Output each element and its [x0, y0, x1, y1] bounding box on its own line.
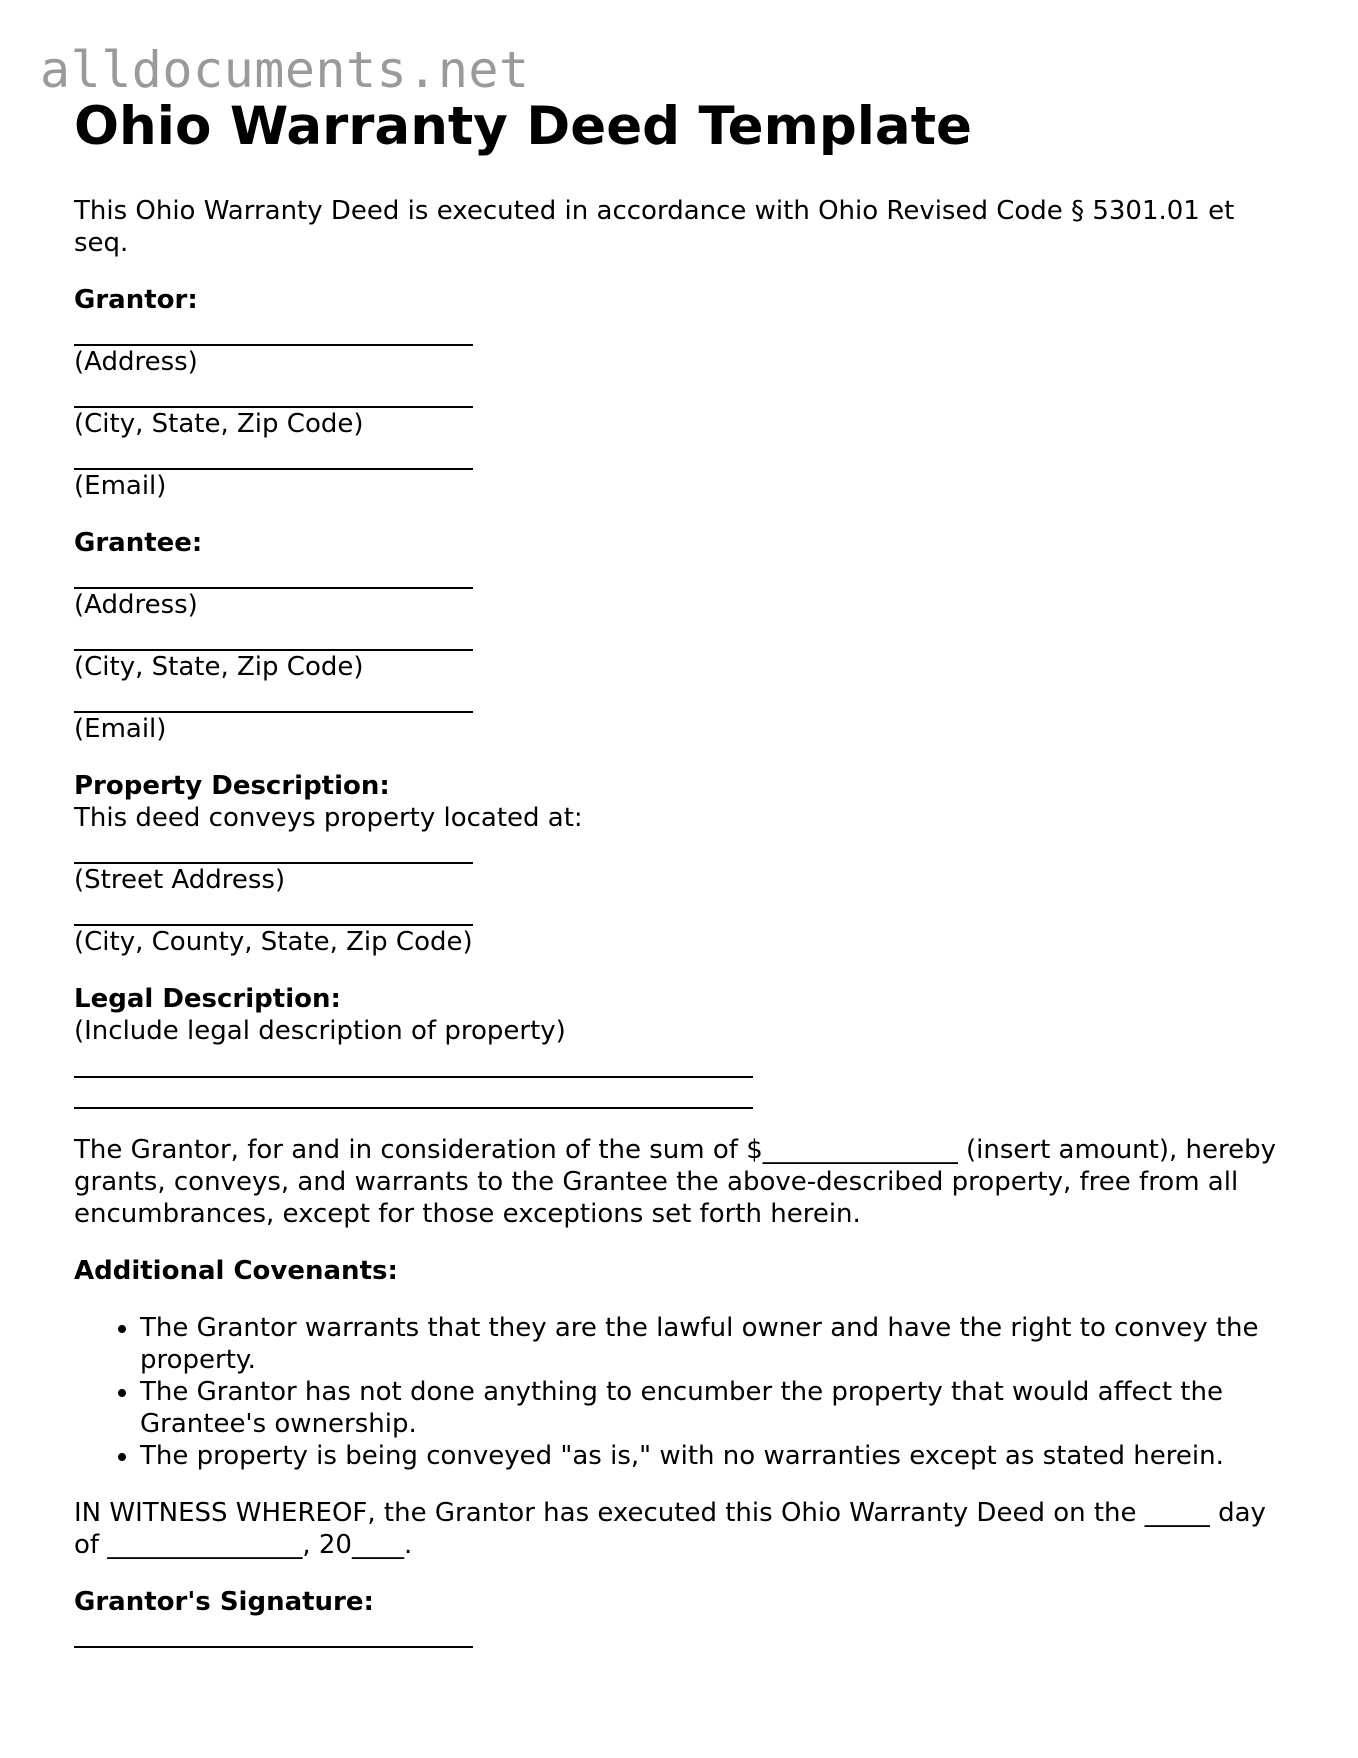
witness-paragraph: IN WITNESS WHEREOF, the Grantor has executed this Ohio Warranty Deed on the _____ day of _______________, 20____.: [74, 1498, 1266, 1560]
grantee-address-line[interactable]: [74, 559, 473, 589]
list-item: • The Grantor has not done anything to encumber the property that would affect the Grantee's ownership.: [140, 1376, 1284, 1440]
grantee-email-caption: (Email): [74, 714, 167, 744]
property-heading: Property Description:: [74, 771, 390, 801]
property-street-caption: (Street Address): [74, 865, 286, 895]
grantee-city-caption: (City, State, Zip Code): [74, 652, 364, 682]
grantor-email-caption: (Email): [74, 471, 167, 501]
legal-description-line-1[interactable]: [74, 1047, 753, 1078]
page-title: Ohio Warranty Deed Template: [74, 96, 972, 157]
document-body: [74, 95, 1284, 1648]
property-city-line[interactable]: [74, 896, 473, 926]
property-street-line[interactable]: [74, 834, 473, 864]
intro-paragraph: This Ohio Warranty Deed is executed in accordance with Ohio Revised Code § 5301.01 et seq.: [74, 196, 1235, 258]
property-intro: This deed conveys property located at:: [74, 803, 583, 833]
grantor-city-line[interactable]: [74, 378, 473, 408]
grantor-address-line[interactable]: [74, 316, 473, 346]
consideration-paragraph: The Grantor, for and in consideration of the sum of $_______________ (insert amount), hereby grants, conveys, and warrants to the Grantee the above-described property, free from all encumbrances, except for those exceptions set forth herein.: [74, 1135, 1277, 1229]
legal-instruction: (Include legal description of property): [74, 1016, 566, 1046]
grantor-heading: Grantor:: [74, 285, 198, 315]
legal-description-line-2[interactable]: [74, 1078, 753, 1109]
grantee-address-caption: (Address): [74, 590, 198, 620]
grantee-email-line[interactable]: [74, 683, 473, 713]
list-item: • The property is being conveyed "as is," with no warranties except as stated herein.: [140, 1440, 1284, 1472]
signature-heading: Grantor's Signature:: [74, 1587, 374, 1617]
grantor-address-caption: (Address): [74, 347, 198, 377]
grantor-email-line[interactable]: [74, 440, 473, 470]
covenants-list: [74, 1312, 1284, 1472]
covenants-heading: Additional Covenants:: [74, 1256, 398, 1286]
grantee-city-line[interactable]: [74, 621, 473, 651]
grantor-city-caption: (City, State, Zip Code): [74, 409, 364, 439]
list-item: • The Grantor warrants that they are the lawful owner and have the right to convey the property.: [140, 1312, 1284, 1376]
grantee-heading: Grantee:: [74, 528, 203, 558]
watermark: alldocuments.net: [40, 41, 530, 99]
grantor-signature-line[interactable]: [74, 1618, 473, 1648]
property-city-caption: (City, County, State, Zip Code): [74, 927, 473, 957]
legal-heading: Legal Description:: [74, 984, 341, 1014]
